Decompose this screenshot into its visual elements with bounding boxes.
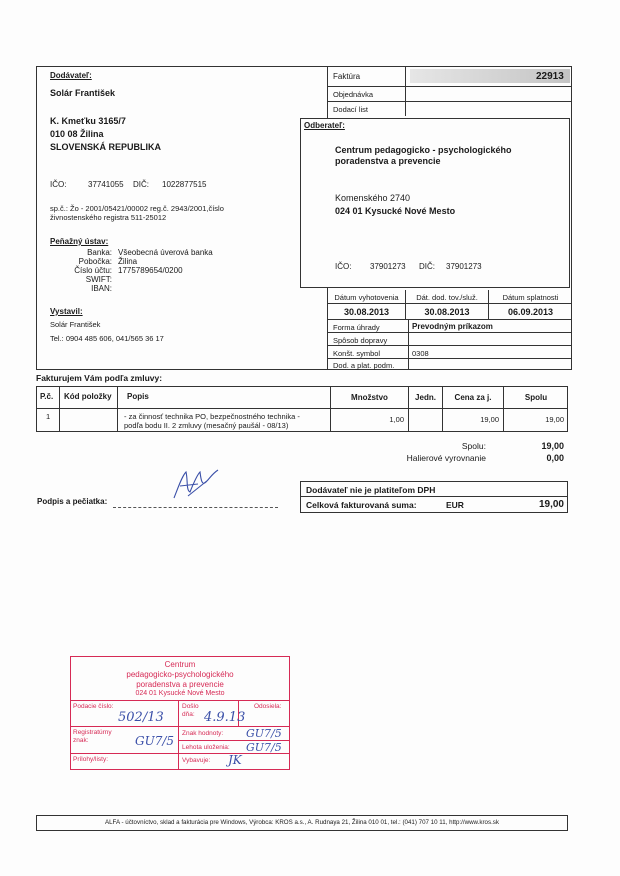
iban-label: IBAN: xyxy=(91,284,112,293)
divider xyxy=(327,319,572,320)
signature-line xyxy=(113,507,278,508)
branch-label: Pobočka: xyxy=(78,257,112,266)
transport-label: Spôsob dopravy xyxy=(333,336,388,345)
supplier-heading: Dodávateľ: xyxy=(50,71,92,80)
account-number: 1775789654/0200 xyxy=(118,266,183,275)
swift-label: SWIFT: xyxy=(85,275,112,284)
customer-city: 024 01 Kysucké Nové Mesto xyxy=(335,206,456,216)
delivery-terms-label: Dod. a plat. podm. xyxy=(333,361,395,370)
col-header-description: Popis xyxy=(127,392,149,401)
currency: EUR xyxy=(446,500,464,510)
stamp-divider xyxy=(178,700,179,770)
divider xyxy=(327,303,572,304)
invoice-number: 22913 xyxy=(536,71,564,82)
order-label: Objednávka xyxy=(333,90,374,99)
bank-heading: Peňažný ústav: xyxy=(50,237,109,246)
supplier-country: SLOVENSKÁ REPUBLIKA xyxy=(50,142,162,152)
stamp-odosiela-label: Odosiela: xyxy=(254,703,282,710)
due-date: 06.09.2013 xyxy=(507,307,554,317)
customer-street: Komenského 2740 xyxy=(335,193,411,203)
stamp-znak-hodnoty-label: Znak hodnoty: xyxy=(182,730,224,737)
supplier-dic-label: DIČ: xyxy=(133,180,149,189)
grand-total: 19,00 xyxy=(538,499,564,510)
vat-note: Dodávateľ nie je platiteľom DPH xyxy=(306,485,436,495)
rounding: 0,00 xyxy=(546,453,564,463)
divider xyxy=(117,386,118,432)
footer-text: ALFA - účtovníctvo, sklad a fakturácia pre Windows, Výrobca: KROS a.s., A. Rudnaya 21, Žilina 010 01, tel.: (041) 707 10 11, http://www.kros.sk xyxy=(104,819,499,826)
supplier-city: 010 08 Žilina xyxy=(50,129,104,139)
customer-ico-label: IČO: xyxy=(335,262,352,271)
issue-date-label: Dátum vyhotovenia xyxy=(334,293,399,302)
col-header-code: Kód položky xyxy=(64,392,112,401)
stamp-line1: Centrum xyxy=(164,660,196,669)
customer-name-line1: Centrum pedagogicko - psychologického xyxy=(335,145,512,155)
due-date-label: Dátum splatnosti xyxy=(502,293,559,302)
supplier-dic: 1022877515 xyxy=(162,180,207,189)
payment-method: Prevodným príkazom xyxy=(412,322,493,331)
divider xyxy=(327,332,572,333)
row-description-line2: podľa bodu II. 2 zmluvy (mesačný paušál - 08/13) xyxy=(124,421,289,430)
row-total: 19,00 xyxy=(545,415,564,424)
supplier-name: Solár František xyxy=(50,88,116,98)
divider xyxy=(327,345,572,346)
stamp-vybavuje-label: Vybavuje: xyxy=(182,757,211,764)
divider xyxy=(59,386,60,432)
bank-label: Banka: xyxy=(87,248,112,257)
issuer-name: Solár František xyxy=(50,320,101,329)
divider xyxy=(327,86,572,87)
stamp-znak-hodnoty-value: GU7/5 xyxy=(246,727,282,740)
branch-name: Žilina xyxy=(118,257,138,266)
row-pc: 1 xyxy=(46,412,51,421)
bank-name: Všeobecná úverová banka xyxy=(118,248,213,257)
divider xyxy=(36,408,568,409)
signature-label: Podpis a pečiatka: xyxy=(37,497,108,506)
col-header-unit-price: Cena za j. xyxy=(454,393,492,402)
account-label: Číslo účtu: xyxy=(74,266,112,275)
stamp-line4: 024 01 Kysucké Nové Mesto xyxy=(135,690,225,697)
stamp-podacie-label: Podacie číslo: xyxy=(73,703,114,710)
supplier-registration-line2: živnostenského registra 511-25012 xyxy=(50,213,167,222)
supply-date-label: Dát. dod. tov./služ. xyxy=(416,293,478,302)
supplier-ico: 37741055 xyxy=(88,180,124,189)
supplier-registration-line1: sp.č.: Žo - 2001/05421/00002 reg.č. 2943/2001,číslo xyxy=(50,204,224,213)
col-header-unit: Jedn. xyxy=(415,393,436,402)
constant-symbol: 0308 xyxy=(412,349,429,358)
customer-name-line2: poradenstva a prevencie xyxy=(335,156,441,166)
stamp-podacie-value: 502/13 xyxy=(118,710,164,725)
invoice-label: Faktúra xyxy=(333,72,361,81)
stamp-registratura-label: Registratúrny znak: xyxy=(73,729,112,744)
stamp-lehota-value: GU7/5 xyxy=(246,741,282,754)
stamp-divider xyxy=(70,700,290,701)
divider xyxy=(327,358,572,359)
stamp-line3: poradenstva a prevencie xyxy=(136,680,224,689)
handwritten-signature xyxy=(168,462,224,504)
delivery-note-label: Dodací list xyxy=(333,105,369,114)
stamp-doslo-label: Došlo dňa: xyxy=(182,703,199,718)
divider xyxy=(300,496,568,497)
rounding-label: Halierové vyrovnanie xyxy=(406,453,486,463)
stamp-lehota-label: Lehota uloženia: xyxy=(182,744,230,751)
row-unit-price: 19,00 xyxy=(480,415,499,424)
stamp-doslo-value: 4.9.13 xyxy=(204,710,246,725)
total-label: Celková fakturovaná suma: xyxy=(306,500,417,510)
divider xyxy=(327,101,572,102)
row-description-line1: - za činnosť technika PO, bezpečnostného technika - xyxy=(124,412,300,421)
subtotal-label: Spolu: xyxy=(461,441,486,451)
issuer-phone: Tel.: 0904 485 606, 041/565 36 17 xyxy=(50,334,164,343)
stamp-registratura-value: GU7/5 xyxy=(135,734,175,748)
divider xyxy=(408,319,409,370)
supply-date: 30.08.2013 xyxy=(424,307,470,317)
col-header-pc: P.č. xyxy=(40,392,54,401)
issuer-heading: Vystavil: xyxy=(50,307,83,316)
col-header-total: Spolu xyxy=(524,393,548,402)
stamp-vybavuje-value: JK xyxy=(228,753,242,767)
col-header-quantity: Množstvo xyxy=(351,393,388,402)
supplier-ico-label: IČO: xyxy=(50,180,67,189)
constant-symbol-label: Konšt. symbol xyxy=(333,349,381,358)
customer-ico: 37901273 xyxy=(370,262,406,271)
stamp-line2: pedagogicko-psychologického xyxy=(126,670,234,679)
customer-dic-label: DIČ: xyxy=(419,262,435,271)
customer-dic: 37901273 xyxy=(446,262,482,271)
issue-date: 30.08.2013 xyxy=(343,307,390,317)
subtotal: 19,00 xyxy=(541,441,564,451)
stamp-prilohy-label: Prílohy/listy: xyxy=(73,756,109,763)
payment-method-label: Forma úhrady xyxy=(333,323,380,332)
divider xyxy=(405,66,406,116)
supplier-street: K. Kmeťku 3165/7 xyxy=(50,116,126,126)
customer-heading: Odberateľ: xyxy=(304,121,345,130)
items-intro: Fakturujem Vám podľa zmluvy: xyxy=(36,373,163,383)
row-quantity: 1,00 xyxy=(389,415,404,424)
